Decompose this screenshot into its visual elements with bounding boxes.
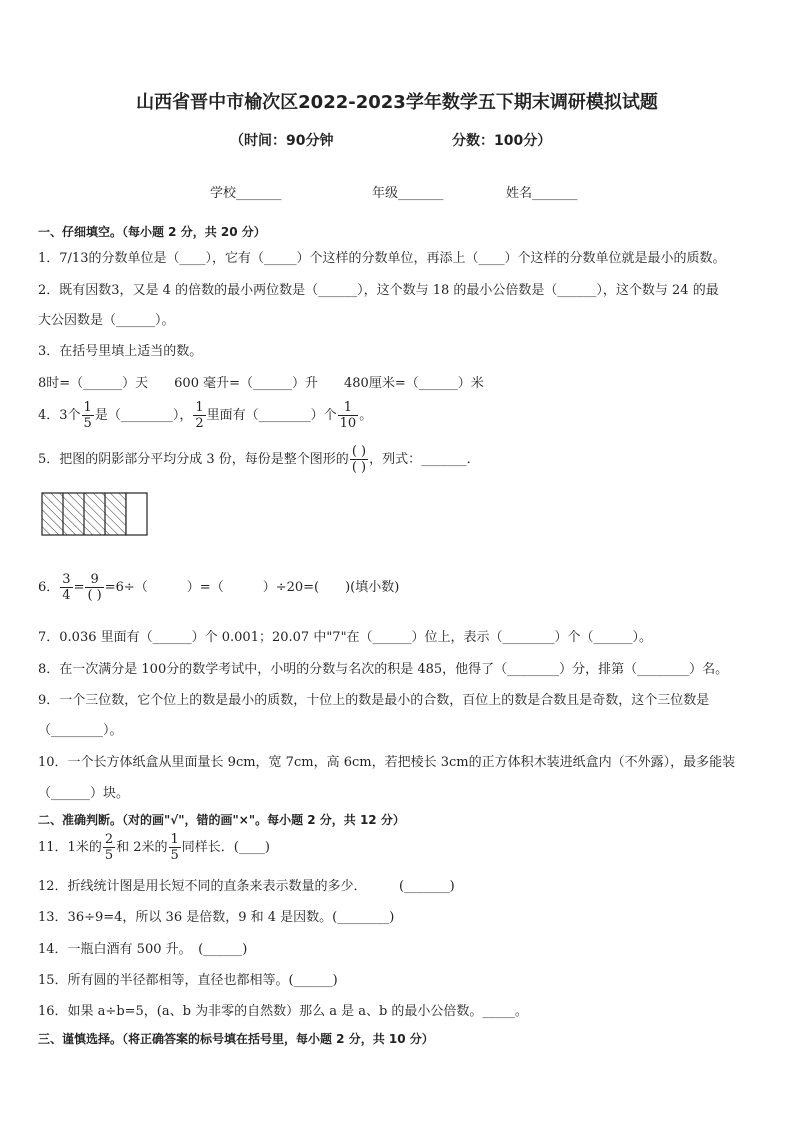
question-4: 4．3个 $\frac{1}{5}$ 是（________）， $\frac{1}{2}$ 里面有（________）个 $\frac{1}{10}$ 。 bbox=[38, 400, 373, 431]
question-14: 14．一瓶白酒有 500 升。 (______) bbox=[38, 942, 248, 957]
fraction: $\frac{1}{5}$ bbox=[170, 832, 179, 863]
question-9: 9．一个三位数，它个位上的数是最小的质数，十位上的数是最小的合数，百位上的数是合数且是奇数，这个三位数是 bbox=[38, 693, 710, 708]
fraction: $\frac{1}{2}$ bbox=[195, 400, 204, 431]
name-field: 姓名_______ bbox=[506, 186, 578, 201]
question-1: 1．7/13的分数单位是（____），它有（_____）个这样的分数单位，再添上（____）个这样的分数单位就是最小的质数。 bbox=[38, 251, 726, 266]
fraction: $\frac{3}{4}$ bbox=[62, 572, 71, 603]
question-16: 16．如果 a÷b=5，(a、b 为非零的自然数）那么 a 是 a、b 的最小公倍数。_____。 bbox=[38, 1004, 528, 1019]
fraction: $\frac{9}{( )}$ bbox=[87, 572, 102, 603]
question-8: 8．在一次满分是 100分的数学考试中，小明的分数与名次的积是 485，他得了（________）分，排第（________）名。 bbox=[38, 662, 729, 677]
question-3: 3．在括号里填上适当的数。 bbox=[38, 344, 203, 359]
question-9-cont: （________）。 bbox=[38, 723, 123, 738]
fraction: $\frac{1}{10}$ bbox=[339, 400, 357, 431]
fraction: $\frac{( )}{( )}$ bbox=[351, 444, 367, 475]
question-13: 13．36÷9=4，所以 36 是倍数，9 和 4 是因数。(________) bbox=[38, 910, 395, 925]
question-3-items: 8时=（______）天 600 毫升=（______）升 480厘米=（______）米 bbox=[38, 376, 484, 391]
question-10: 10．一个长方体纸盒从里面量长 9cm，宽 7cm，高 6cm，若把棱长 3cm的正方体积木装进纸盒内（不外露），最多能装 bbox=[38, 755, 736, 770]
time-label: （时间：90分钟 bbox=[230, 133, 334, 149]
fraction: $\frac{1}{5}$ bbox=[83, 400, 92, 431]
section-1-heading: 一、仔细填空。（每小题 2 分，共 20 分） bbox=[38, 225, 266, 239]
question-2: 2．既有因数3，又是 4 的倍数的最小两位数是（______），这个数与 18 的最小公倍数是（______），这个数与 24 的最 bbox=[38, 283, 719, 298]
score-label: 分数：100分） bbox=[452, 133, 552, 149]
fraction: $\frac{2}{5}$ bbox=[104, 832, 114, 863]
section-3-heading: 三、谨慎选择。（将正确答案的标号填在括号里，每小题 2 分，共 10 分） bbox=[38, 1032, 434, 1046]
question-11: 11．1米的 $\frac{2}{5}$ 和 2米的 $\frac{1}{5}$ 同样长．(____) bbox=[38, 832, 270, 863]
question-15: 15．所有圆的半径都相等，直径也都相等。(______) bbox=[38, 973, 338, 988]
page-title: 山西省晋中市榆次区2022-2023学年数学五下期末调研模拟试题 bbox=[136, 92, 658, 113]
question-7: 7．0.036 里面有（______）个 0.001；20.07 中"7"在（______）位上，表示（________）个（______）。 bbox=[38, 630, 653, 645]
question-6: 6． $\frac{3}{4}$ = $\frac{9}{( )}$ =6÷（ ）=（ ）÷20=( )(填小数) bbox=[38, 572, 400, 603]
question-2-cont: 大公因数是（______）。 bbox=[38, 313, 175, 328]
question-5: 5．把图的阴影部分平均分成 3 份，每份是整个图形的 $\frac{( )}{( )}$ ，列式：_______． bbox=[38, 444, 480, 475]
question-10-cont: （______）块。 bbox=[38, 786, 130, 801]
question-12: 12．折线统计图是用长短不同的直条来表示数量的多少． (_______) bbox=[38, 879, 455, 894]
section-2-heading: 二、准确判断。（对的画"√"，错的画"×"。每小题 2 分，共 12 分） bbox=[38, 813, 405, 827]
grade-field: 年级_______ bbox=[372, 186, 444, 201]
school-field: 学校_______ bbox=[210, 186, 282, 201]
shaded-rectangle-figure bbox=[41, 492, 149, 536]
